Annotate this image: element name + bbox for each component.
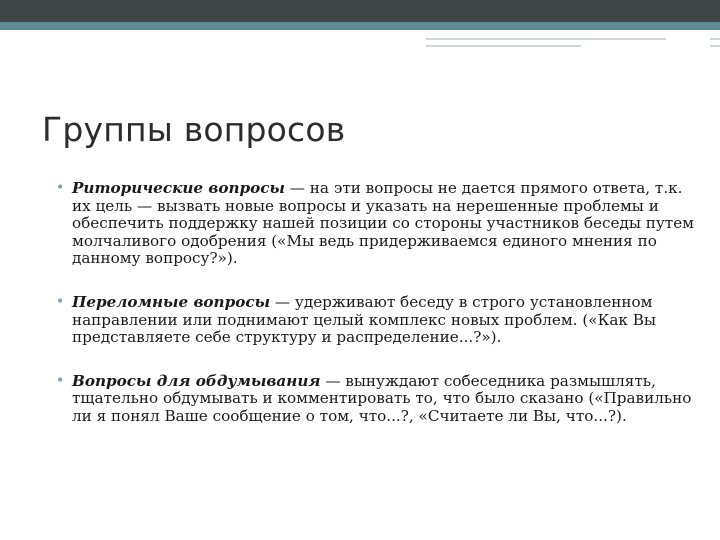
bullet-text: — удерживают беседу в строго установленном направлении или поднимают целый комплекс новых проблем. («Как Вы представляете себе структуру и распределение...?»). [72,292,656,347]
bullet-item-turning [56,294,696,347]
bullet-dot-icon: • [56,293,65,310]
bullet-list [56,180,696,452]
slide-title: Группы вопросов [42,110,346,149]
bullet-item-reflection [56,373,696,426]
bullet-dot-icon: • [56,372,65,389]
decorative-line [710,45,720,47]
decorative-line [426,45,581,47]
top-decor-band [0,0,720,22]
bullet-text: — вынуждают собеседника размышлять, тщательно обдумывать и комментировать то, что было сказано («Правильно ли я понял Ваше сообщение о том, что...?, «Считаете ли Вы, что...?). [72,371,692,425]
decorative-line [426,38,666,40]
bullet-item-rhetorical [56,180,696,268]
bullet-term: Вопросы для обдумывания [72,371,321,390]
bullet-term: Риторические вопросы [72,179,285,197]
bullet-term: Переломные вопросы [72,292,271,311]
bullet-text: — на эти вопросы не дается прямого ответа, т.к. их цель — вызвать новые вопросы и указать на нерешенные проблемы и обеспечить поддержку нашей позиции со стороны участников беседы путем молчаливого одобрения («Мы ведь придерживаемся единого мнения по данному вопросу?»). [72,179,694,268]
decorative-line [710,38,720,40]
top-accent-band [0,22,720,30]
bullet-dot-icon: • [56,180,65,196]
